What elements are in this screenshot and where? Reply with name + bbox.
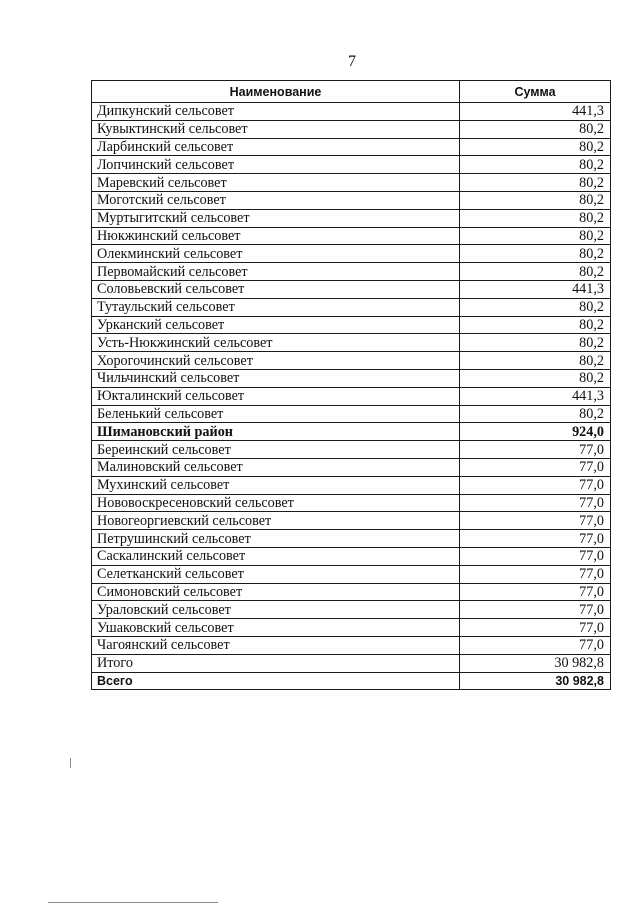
row-sum: 80,2 — [460, 369, 611, 387]
row-sum: 77,0 — [460, 530, 611, 548]
district-name: Шимановский район — [92, 423, 460, 441]
row-sum: 80,2 — [460, 405, 611, 423]
table-row — [92, 583, 611, 601]
row-name: Саскалинский сельсовет — [92, 547, 460, 565]
row-sum: 77,0 — [460, 601, 611, 619]
table-row — [92, 174, 611, 192]
row-name: Моготский сельсовет — [92, 191, 460, 209]
total-row — [92, 672, 611, 690]
header-sum: Сумма — [460, 81, 611, 103]
row-name: Мухинский сельсовет — [92, 476, 460, 494]
row-name: Нюкжинский сельсовет — [92, 227, 460, 245]
row-name: Ушаковский сельсовет — [92, 619, 460, 637]
row-name: Малиновский сельсовет — [92, 458, 460, 476]
table-row — [92, 476, 611, 494]
row-sum: 77,0 — [460, 583, 611, 601]
table-row — [92, 191, 611, 209]
row-sum: 80,2 — [460, 352, 611, 370]
table-row — [92, 245, 611, 263]
row-name: Кувыктинский сельсовет — [92, 120, 460, 138]
row-sum: 80,2 — [460, 120, 611, 138]
table-row — [92, 334, 611, 352]
row-name: Первомайский сельсовет — [92, 263, 460, 281]
subtotal-sum: 30 982,8 — [460, 654, 611, 672]
table-row — [92, 352, 611, 370]
table-row — [92, 512, 611, 530]
row-sum: 80,2 — [460, 156, 611, 174]
row-name: Селетканский сельсовет — [92, 565, 460, 583]
row-name: Муртыгитский сельсовет — [92, 209, 460, 227]
table-row — [92, 458, 611, 476]
table-header-row — [92, 81, 611, 103]
row-sum: 80,2 — [460, 227, 611, 245]
row-sum: 77,0 — [460, 512, 611, 530]
table-row — [92, 636, 611, 654]
row-name: Соловьевский сельсовет — [92, 280, 460, 298]
row-name: Лопчинский сельсовет — [92, 156, 460, 174]
table-row — [92, 441, 611, 459]
table-row — [92, 316, 611, 334]
subtotal-label: Итого — [92, 654, 460, 672]
row-sum: 77,0 — [460, 494, 611, 512]
district-sum: 924,0 — [460, 423, 611, 441]
row-sum: 80,2 — [460, 174, 611, 192]
row-name: Петрушинский сельсовет — [92, 530, 460, 548]
table-row — [92, 280, 611, 298]
row-sum: 80,2 — [460, 298, 611, 316]
row-sum: 77,0 — [460, 565, 611, 583]
row-name: Ларбинский сельсовет — [92, 138, 460, 156]
subtotal-row — [92, 654, 611, 672]
row-name: Ураловский сельсовет — [92, 601, 460, 619]
row-name: Береинский сельсовет — [92, 441, 460, 459]
row-sum: 80,2 — [460, 316, 611, 334]
row-sum: 80,2 — [460, 138, 611, 156]
row-sum: 77,0 — [460, 476, 611, 494]
table-row — [92, 120, 611, 138]
row-name: Новогеоргиевский сельсовет — [92, 512, 460, 530]
table-row — [92, 156, 611, 174]
table-row — [92, 387, 611, 405]
row-sum: 77,0 — [460, 636, 611, 654]
row-name: Урканский сельсовет — [92, 316, 460, 334]
scan-artifact-line — [48, 902, 218, 903]
row-sum: 80,2 — [460, 245, 611, 263]
table-row — [92, 369, 611, 387]
row-sum: 80,2 — [460, 191, 611, 209]
row-sum: 77,0 — [460, 441, 611, 459]
table-row — [92, 601, 611, 619]
row-name: Усть-Нюкжинский сельсовет — [92, 334, 460, 352]
table-row — [92, 405, 611, 423]
row-sum: 441,3 — [460, 103, 611, 121]
row-name: Симоновский сельсовет — [92, 583, 460, 601]
row-sum: 80,2 — [460, 209, 611, 227]
table-row — [92, 103, 611, 121]
row-name: Олекминский сельсовет — [92, 245, 460, 263]
table-row — [92, 547, 611, 565]
table-row — [92, 298, 611, 316]
row-sum: 441,3 — [460, 280, 611, 298]
row-name: Чагоянский сельсовет — [92, 636, 460, 654]
row-sum: 441,3 — [460, 387, 611, 405]
row-sum: 77,0 — [460, 547, 611, 565]
total-sum: 30 982,8 — [460, 672, 611, 690]
row-name: Чильчинский сельсовет — [92, 369, 460, 387]
table-row — [92, 619, 611, 637]
district-row — [92, 423, 611, 441]
table-row — [92, 565, 611, 583]
table-row — [92, 494, 611, 512]
scan-artifact-mark — [70, 758, 71, 768]
row-sum: 80,2 — [460, 334, 611, 352]
row-sum: 77,0 — [460, 619, 611, 637]
row-name: Юкталинский сельсовет — [92, 387, 460, 405]
table-row — [92, 209, 611, 227]
row-name: Беленький сельсовет — [92, 405, 460, 423]
table-row — [92, 530, 611, 548]
table-row — [92, 227, 611, 245]
row-name: Хорогочинский сельсовет — [92, 352, 460, 370]
page-number: 7 — [348, 53, 356, 70]
row-sum: 77,0 — [460, 458, 611, 476]
row-name: Тутаульский сельсовет — [92, 298, 460, 316]
total-label: Всего — [92, 672, 460, 690]
row-name: Нововоскресеновский сельсовет — [92, 494, 460, 512]
row-name: Маревский сельсовет — [92, 174, 460, 192]
table-row — [92, 138, 611, 156]
row-sum: 80,2 — [460, 263, 611, 281]
budget-table — [91, 80, 611, 690]
header-name: Наименование — [92, 81, 460, 103]
row-name: Дипкунский сельсовет — [92, 103, 460, 121]
table-row — [92, 263, 611, 281]
